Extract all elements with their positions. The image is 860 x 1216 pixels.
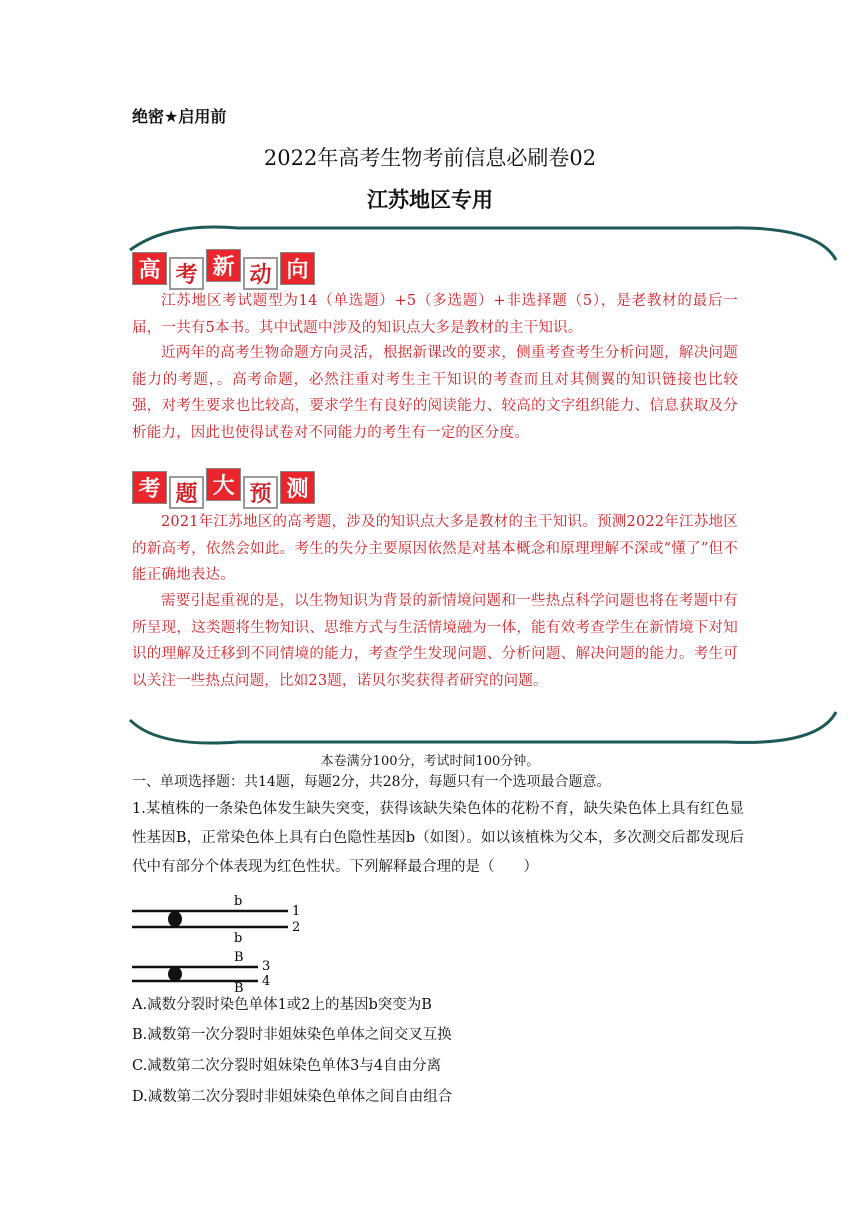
heading-char: 测 [280,471,315,504]
heading-char: 新 [206,249,241,282]
heading-char: 考 [169,257,204,290]
option-c: C.减数第二次分裂时姐妹染色单体3与4自由分离 [132,1058,442,1074]
question-stem: 1.某植株的一条染色体发生缺失突变，获得该缺失染色体的花粉不育，缺失染色体上具有红色显性基因B，正常染色体上具有白色隐性基因b（如图）。如以该植株为父本，多次测交后都发现后代中有部分个体表现为红色性状。下列解释最合理的是（ ） [132,801,744,875]
paragraph: 需要引起重视的是，以生物知识为背景的新情境问题和一些热点科学问题也将在考题中有所呈现，这类题将生物知识、思维方式与生活情境融为一体，能有效考查学生在新情境下对知识的理解及迁移到不同情境的能力，考查学生发现问题、分析问题、解决问题的能力。考生可以关注一些热点问题，比如23题，诺贝尔奖获得者研究的问题。 [132,593,738,689]
heading-char: 向 [280,252,315,285]
heading-char: 预 [243,476,278,509]
secret-label: 绝密★启用前 [132,107,227,126]
heading-kaoti-dayuce [132,471,315,509]
paragraph: 江苏地区考试题型为14（单选题）+5（多选题）+非选择题（5），是老教材的最后一届，一共有5本书。其中试题中涉及的知识点大多是教材的主干知识。 [132,293,738,336]
score-note: 本卷满分100分，考试时间100分钟。 [320,754,540,769]
chromatid-number: 2 [292,920,300,935]
paragraph: 近两年的高考生物命题方向灵活，根据新课改的要求，侧重考查考生分析问题，解决问题能力的考题，。高考命题，必然注重对考生主干知识的考查而且对其侧翼的知识链接也比较强，对考生要求也比较高，要求学生有良好的阅读能力、较高的文字组织能力、信息获取及分析能力，因此也使得试卷对不同能力的考生有一定的区分度。 [132,345,738,441]
section-title: 一、单项选择题：共14题，每题2分，共28分，每题只有一个选项最合题意。 [132,774,611,790]
option-a: A.减数分裂时染色单体1或2上的基因b突变为B [132,997,432,1013]
centromere [168,911,182,927]
centromere [168,967,182,982]
heading-char: 考 [132,471,167,504]
page-title: 2022年高考生物考前信息必刷卷02 [263,146,597,170]
chromatid-number: 3 [262,959,271,974]
page-subtitle: 江苏地区专用 [367,187,493,212]
heading-char: 题 [169,476,204,509]
chromatid-number: 4 [262,974,271,989]
gene-label: b [234,931,243,946]
gene-label: B [234,981,244,992]
chromatid-number: 1 [292,904,300,919]
chromosome-diagram [130,892,300,992]
heading-gaokao-xindongxiang [132,252,315,290]
heading-char: 大 [206,468,241,501]
option-b: B.减数第一次分裂时非姐妹染色单体之间交叉互换 [132,1027,452,1043]
option-d: D.减数第二次分裂时非姐妹染色单体之间自由组合 [132,1089,453,1105]
heading-char: 高 [132,252,167,285]
gene-label: b [234,894,243,909]
heading-char: 动 [243,257,278,290]
gene-label: B [234,950,244,965]
paragraph: 2021年江苏地区的高考题，涉及的知识点大多是教材的主干知识。预测2022年江苏地区的新高考，依然会如此。考生的失分主要原因依然是对基本概念和原理理解不深或“懂了”但不能正确地表达。 [132,514,738,583]
